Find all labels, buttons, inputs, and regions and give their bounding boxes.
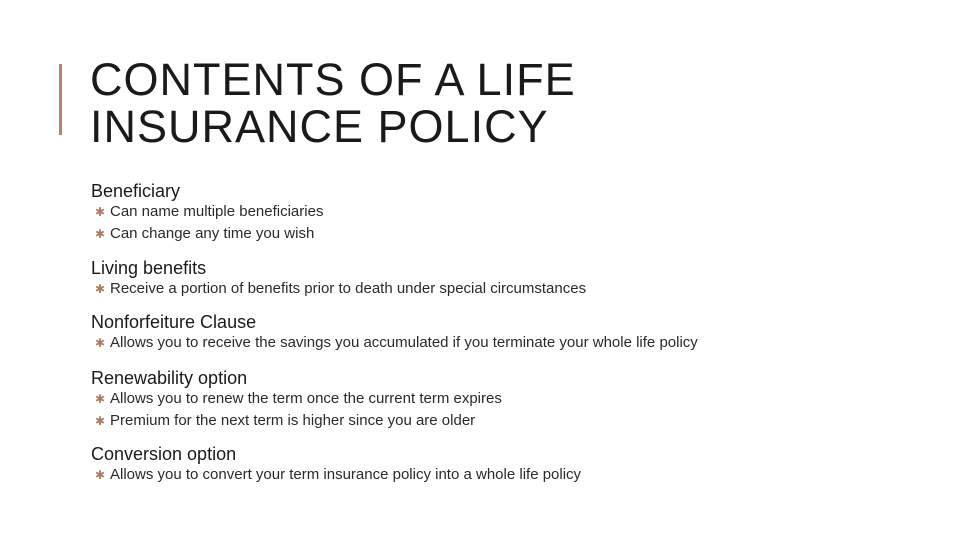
section-heading: Living benefits	[91, 258, 207, 278]
list-item	[91, 464, 931, 486]
asterisk-icon: ✱	[95, 392, 106, 406]
asterisk-icon: ✱	[95, 468, 106, 482]
asterisk-icon: ✱	[95, 414, 106, 428]
bullet-text: Can name multiple beneficiaries	[110, 203, 324, 220]
list-item	[91, 410, 931, 432]
bullet-text: Premium for the next term is higher since you are older	[110, 412, 476, 429]
asterisk-icon: ✱	[95, 282, 106, 296]
section-heading: Beneficiary	[91, 181, 181, 201]
slide-content	[91, 181, 931, 486]
list-item	[91, 201, 931, 223]
asterisk-icon: ✱	[95, 205, 106, 219]
bullet-list	[91, 278, 931, 300]
bullet-text: Allows you to renew the term once the current term expires	[110, 390, 502, 407]
asterisk-icon: ✱	[95, 336, 106, 350]
section-renewability-option	[91, 368, 931, 432]
section-living-benefits	[91, 258, 931, 300]
section-heading: Renewability option	[91, 368, 248, 388]
title-line-2: INSURANCE POLICY	[90, 101, 549, 152]
spacer	[91, 354, 931, 368]
list-item	[91, 332, 931, 354]
spacer	[91, 432, 931, 444]
bullet-text: Allows you to convert your term insurance policy into a whole life policy	[110, 466, 582, 483]
bullet-text: Receive a portion of benefits prior to death under special circumstances	[110, 280, 587, 297]
section-beneficiary	[91, 181, 931, 245]
bullet-text: Can change any time you wish	[110, 225, 315, 242]
list-item	[91, 223, 931, 245]
section-conversion-option	[91, 444, 931, 486]
section-heading: Conversion option	[91, 444, 237, 464]
bullet-list	[91, 464, 931, 486]
list-item	[91, 388, 931, 410]
bullet-list	[91, 201, 931, 245]
title-accent-bar	[59, 64, 62, 135]
spacer	[91, 245, 931, 258]
slide-title	[90, 56, 576, 150]
asterisk-icon: ✱	[95, 227, 106, 241]
spacer	[91, 300, 931, 312]
section-nonforfeiture-clause	[91, 312, 931, 354]
bullet-list	[91, 388, 931, 432]
title-line-1: CONTENTS OF A LIFE	[90, 54, 576, 105]
list-item	[91, 278, 931, 300]
bullet-list	[91, 332, 931, 354]
bullet-text: Allows you to receive the savings you accumulated if you terminate your whole life policy	[110, 334, 698, 351]
section-heading: Nonforfeiture Clause	[91, 312, 257, 332]
